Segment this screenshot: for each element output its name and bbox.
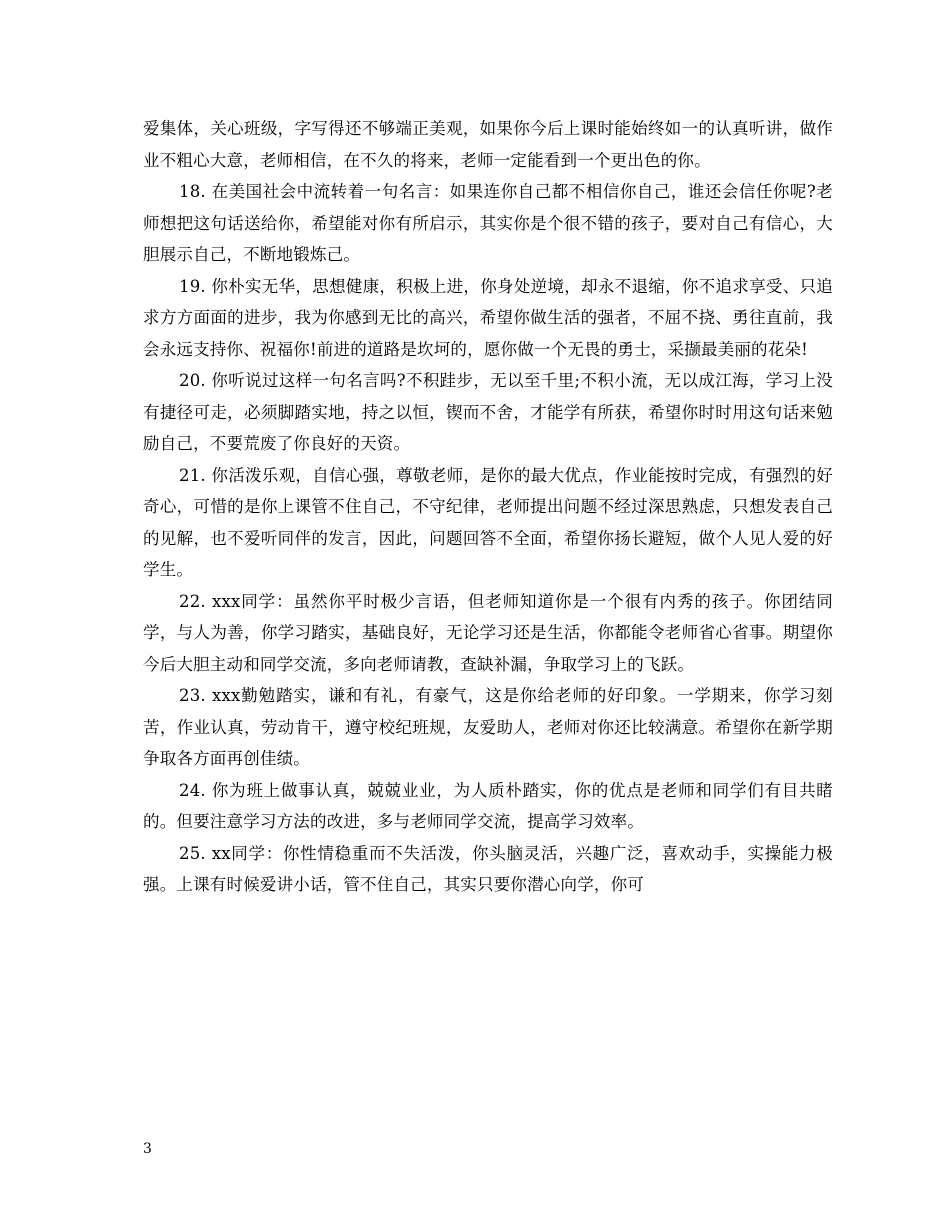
paragraph-continuation: 爱集体，关心班级，字写得还不够端正美观，如果你今后上课时能始终如一的认真听讲，做作业不粗心大意，老师相信，在不久的将来，老师一定能看到一个更出色的你。 [143, 119, 833, 170]
paragraph-25: 25. xx同学：你性情稳重而不失活泼，你头脑灵活，兴趣广泛，喜欢动手，实操能力极强。上课有时候爱讲小话，管不住自己，其实只要你潜心向学，你可 [143, 843, 833, 894]
paragraph-20: 20. 你听说过这样一句名言吗?不积跬步，无以至千里;不积小流，无以成江海，学习上没有捷径可走，必须脚踏实地，持之以恒，锲而不舍，才能学有所获，希望你时时用这句话来勉励自己，不要荒废了你良好的天资。 [143, 371, 833, 453]
paragraph-18: 18. 在美国社会中流转着一句名言：如果连你自己都不相信你自己，谁还会信任你呢?老师想把这句话送给你，希望能对你有所启示，其实你是个很不错的孩子，要对自己有信心，大胆展示自己，不断地锻炼己。 [143, 182, 833, 264]
page-number: 3 [143, 1141, 152, 1157]
paragraph-21: 21. 你活泼乐观，自信心强，尊敬老师，是你的最大优点，作业能按时完成，有强烈的好奇心，可惜的是你上课管不住自己，不守纪律，老师提出问题不经过深思熟虑，只想发表自己的见解，也不爱听同伴的发言，因此，问题回答不全面，希望你扬长避短，做个人见人爱的好学生。 [143, 465, 833, 579]
paragraph-23: 23. xxx勤勉踏实，谦和有礼，有豪气，这是你给老师的好印象。一学期来，你学习刻苦，作业认真，劳动肯干，遵守校纪班规，友爱助人，老师对你还比较满意。希望你在新学期争取各方面再创佳绩。 [143, 686, 833, 768]
paragraph-24: 24. 你为班上做事认真，兢兢业业，为人质朴踏实，你的优点是老师和同学们有目共睹的。但要注意学习方法的改进，多与老师同学交流，提高学习效率。 [143, 780, 833, 831]
paragraph-22: 22. xxx同学：虽然你平时极少言语，但老师知道你是一个很有内秀的孩子。你团结同学，与人为善，你学习踏实，基础良好，无论学习还是生活，你都能令老师省心省事。期望你今后大胆主动和同学交流，多向老师请教，查缺补漏，争取学习上的飞跃。 [143, 591, 833, 674]
paragraph-19: 19. 你朴实无华，思想健康，积极上进，你身处逆境，却永不退缩，你不追求享受、只追求方方面面的进步，我为你感到无比的高兴，希望你做生活的强者，不屈不挠、勇往直前，我会永远支持你、祝福你!前进的道路是坎坷的，愿你做一个无畏的勇士，采撷最美丽的花朵! [143, 276, 833, 359]
page-content [143, 113, 833, 901]
